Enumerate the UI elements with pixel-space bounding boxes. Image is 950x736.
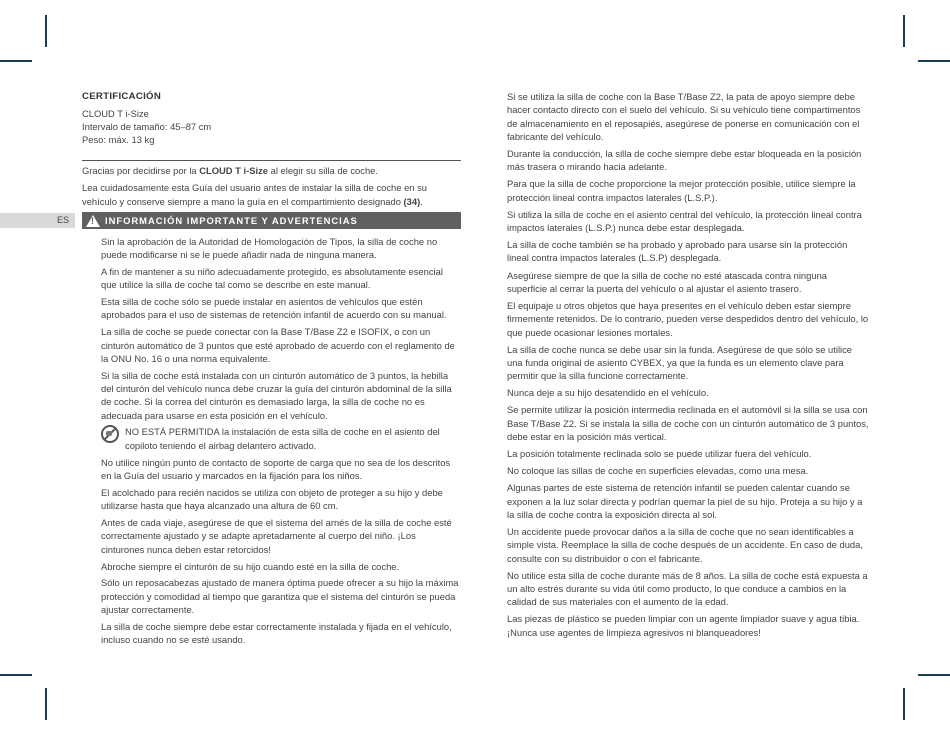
warning-paragraph: El equipaje u otros objetos que haya presentes en el vehículo deben estar siempre firmemente retenidos. De lo contrario, pueden verse despedidos dentro del vehículo, lo que puede ocasionar lesiones mortales. [507,299,869,338]
certification-block [82,91,461,146]
warning-paragraph: La silla de coche siempre debe estar correctamente instalada y fijada en el vehículo, incluso cuando no se esté usando. [101,620,452,646]
section-title: INFORMACIÓN IMPORTANTE Y ADVERTENCIAS [105,215,358,226]
warning-paragraph: Para que la silla de coche proporcione la mejor protección posible, utilice siempre la protección lineal contra impactos laterales (L.S.P.). [507,178,856,203]
crop-mark [918,60,950,62]
warning-paragraph: No coloque las sillas de coche en superficies elevadas, como una mesa. [507,465,809,477]
crop-mark [0,674,32,676]
warning-paragraph: Esta silla de coche sólo se puede instalar en asientos de vehículos que estén aprobados para el uso de sistemas de retención infantil de acuerdo con su manual. [101,296,447,321]
warning-paragraph: Sólo un reposacabezas ajustado de manera óptima puede ofrecer a su hijo la máxima protección y comodidad al tiempo que garantiza que el sistema del cinturón se pueda ajustar correctamente. [101,577,459,615]
warning-paragraph: Si la silla de coche está instalada con un cinturón automático de 3 puntos, la hebilla del cinturón del vehículo nunca debe cruzar la guía del cinturón abdominal de la silla de coche. Si la correa del cinturón es demasiado larga, la silla de coche no es adecuada para usarse en esta posición en el vehículo. [101,369,452,421]
airbag-warning-text: NO ESTÁ PERMITIDA la instalación de esta silla de coche en el asiento del copiloto teniendo el airbag delantero activado. [125,426,440,451]
warning-paragraph: Antes de cada viaje, asegúrese de que el sistema del arnés de la silla de coche esté correctamente ajustado y se adapte apretadamente al cuerpo del niño. ¡Los cinturones nunca deben estar retorcidos! [101,517,452,555]
section-header [82,212,461,229]
warning-paragraph: La posición totalmente reclinada solo se puede utilizar fuera del vehículo. [507,448,812,460]
warnings-right-list [507,90,869,643]
crop-mark [918,674,950,676]
warning-paragraph: No utilice ningún punto de contacto de soporte de carga que no sea de los descritos en la Guía del usuario y marcados en la fijación para los niños. [101,456,451,482]
no-airbag-icon [101,425,119,443]
warning-paragraph: Durante la conducción, la silla de coche siempre debe estar bloqueada en la posición más trasera o mirando hacia adelante. [507,147,862,173]
warning-paragraph: Si utiliza la silla de coche en el asiento central del vehículo, la protección lineal contra impactos laterales (L.S.P.) nunca debe estar desplegada. [507,208,862,234]
warning-paragraph: La silla de coche se puede conectar con la Base T/Base Z2 e ISOFIX, o con un cinturón automático de 3 puntos que esté aprobado de acuerdo con el reglamento de la ONU No. 16 o una norma equivalente. [101,326,455,364]
warning-paragraph: Nunca deje a su hijo desatendido en el vehículo. [507,387,709,399]
warning-paragraph: Las piezas de plástico se pueden limpiar con un agente limpiador suave y agua tibia. ¡Nunca use agentes de limpieza agresivos ni blanqueadores! [507,613,860,638]
crop-mark [903,688,905,720]
certification-weight: Peso: máx. 13 kg [82,134,155,145]
warning-paragraph: Un accidente puede provocar daños a la silla de coche que no sean identificables a simple vista. Reemplace la silla de coche después de un accidente. En caso de duda, consulte con su distribuidor o con el fabricante. [507,525,863,564]
intro-paragraph: Lea cuidadosamente esta Guía del usuario antes de instalar la silla de coche en su vehículo y conserve siempre a mano la guía en el compartimiento designado (34). [82,182,428,207]
language-tab: ES [0,213,75,228]
certification-size-range: Intervalo de tamaño: 45–87 cm [82,121,212,132]
warning-paragraph: Algunas partes de este sistema de retención infantil se pueden calentar cuando se exponen a la luz solar directa y podrían quemar la piel de su hijo. Proteja a su hijo y a la silla de coche contra la exposición directa al sol. [507,482,863,520]
warning-paragraph: Se permite utilizar la posición intermedia reclinada en el automóvil si la silla se usa con Base T/Base Z2. Si se instala la silla de coche con un cinturón automático de 3 puntos, debe estar en la posición más vertical. [507,404,869,442]
certification-model: CLOUD T i-Size [82,108,149,119]
warning-paragraph: Abroche siempre el cinturón de su hijo cuando esté en la silla de coche. [101,560,400,572]
warning-paragraph: Si se utiliza la silla de coche con la Base T/Base Z2, la pata de apoyo siempre debe hacer contacto directo con el suelo del vehículo. Si su vehículo tiene compartimentos de almacenamiento en el reposapiés, asegúrese de ponerse en comunicación con el fabricante del vehículo. [507,91,861,142]
warning-paragraph: A fin de mantener a su niño adecuadamente protegido, es absolutamente esencial que utilice la silla de coche tal como se describe en este manual. [101,266,443,291]
divider [82,160,461,161]
intro-text [82,164,461,212]
warning-paragraph: No utilice esta silla de coche durante más de 8 años. La silla de coche está expuesta a un alto estrés durante su vida útil como producto, lo que conduce a cambios en la calidad de sus materiales con el aumento de la edad. [507,569,868,608]
crop-mark [0,60,32,62]
warning-triangle-icon [86,215,100,227]
crop-mark [45,688,47,720]
crop-mark [903,15,905,47]
warning-paragraph: La silla de coche también se ha probado y aprobado para usarse sin la protección lineal contra impactos laterales (L.S.P) desplegada. [507,239,848,264]
warning-paragraph: El acolchado para recién nacidos se utiliza con objeto de proteger a su hijo y debe utilizarse hasta que haya alcanzado una altura de 60 cm. [101,487,443,512]
warnings-left-list [101,235,461,650]
warning-paragraph: La silla de coche nunca se debe usar sin la funda. Asegúrese de que sólo se utilice una funda original de asiento CYBEX, ya que la funda es un elemento clave para permitir que la silla funcione correctamente. [507,343,853,382]
certification-title: CERTIFICACIÓN [82,91,162,102]
warning-paragraph: Sin la aprobación de la Autoridad de Homologación de Tipos, la silla de coche no puede modificarse ni se le puede añadir nada de ninguna manera. [101,236,438,261]
intro-paragraph: Gracias por decidirse por la CLOUD T i-Size al elegir su silla de coche. [82,165,378,176]
airbag-warning [101,425,461,452]
warning-paragraph: Asegúrese siempre de que la silla de coche no esté atascada contra ninguna superficie al cerrar la puerta del vehículo o al ajustar el asiento trasero. [507,269,827,294]
crop-mark [45,15,47,47]
